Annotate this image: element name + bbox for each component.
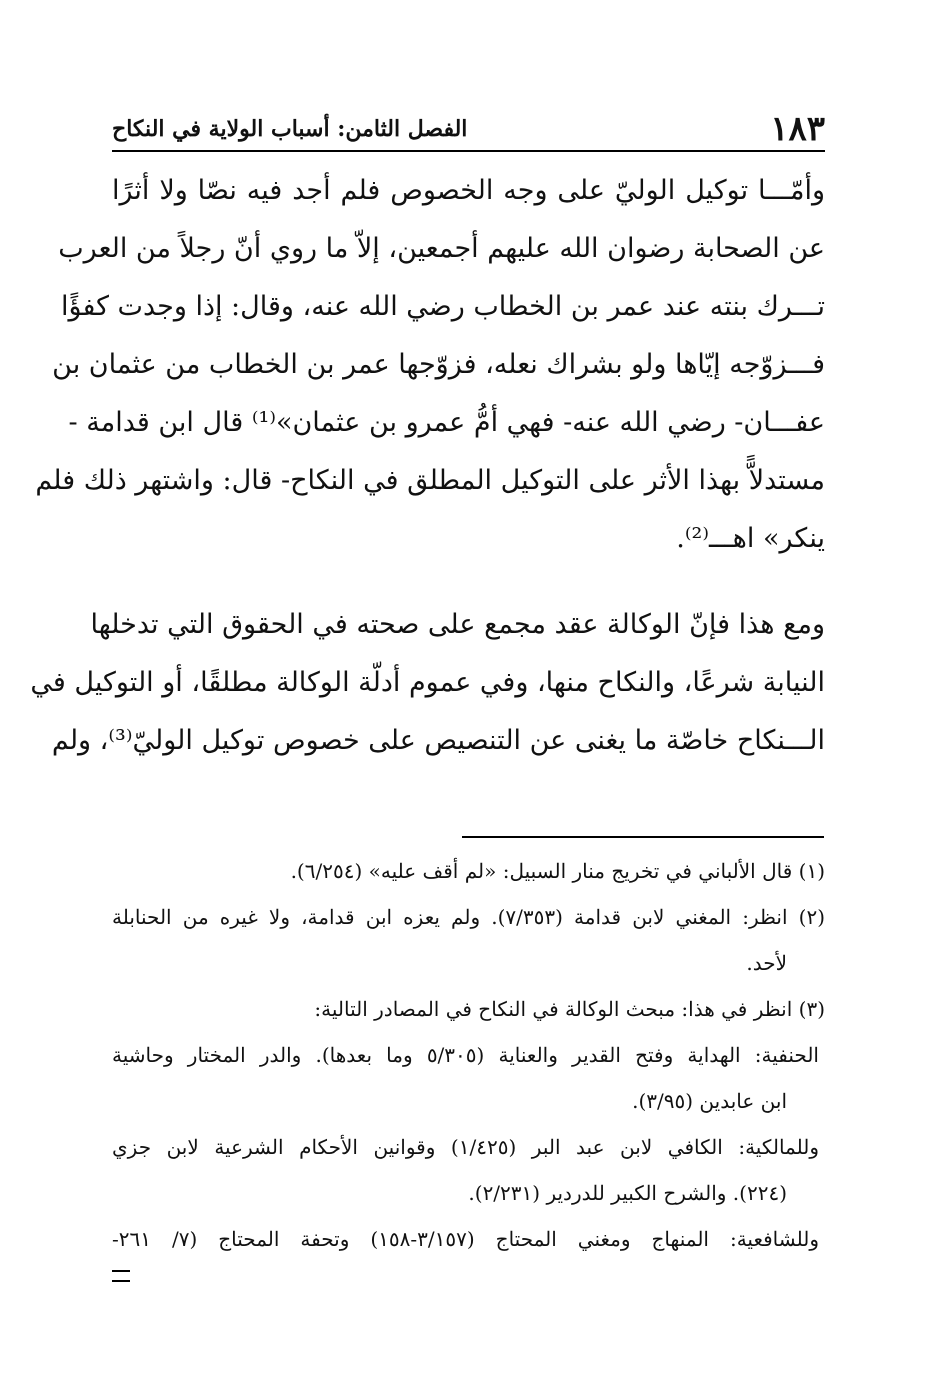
footnote-line: ابن عابدين (٣/٩٥). — [632, 1089, 787, 1113]
body-line: ينكر» اهـــ⁽²⁾. — [676, 523, 825, 554]
page-number: ١٨٣ — [770, 109, 825, 149]
body-line: مستدلاًّ بهذا الأثر على التوكيل المطلق في النكاح- قال: واشتهر ذلك فلم — [35, 465, 825, 496]
body-line: عفـــان- رضي الله عنه- فهي أمُّ عمرو بن عثمان»⁽¹⁾ قال ابن قدامة - — [68, 407, 825, 438]
body-line: تـــرك بنته عند عمر بن الخطاب رضي الله عنه، وقال: إذا وجدت كفؤًا — [61, 291, 825, 322]
body-line: فـــزوّجه إيّاها ولو بشراك نعله، فزوّجها عمر بن الخطاب من عثمان بن — [52, 349, 825, 380]
page-header — [112, 110, 825, 148]
footnote-line: (٣) انظر في هذا: مبحث الوكالة في النكاح في المصادر التالية: — [314, 997, 825, 1021]
body-text — [30, 162, 825, 770]
footnote-line: (٢٢٤). والشرح الكبير للدردير (٢/٢٣١). — [468, 1181, 787, 1205]
footnote-line: (١) قال الألباني في تخريج منار السبيل: «لم أقف عليه» (٦/٢٥٤). — [290, 859, 825, 883]
footnote-line: وللمالكية: الكافي لابن عبد البر (١/٤٢٥) وقوانين الأحكام الشرعية لابن جزي — [112, 1135, 819, 1159]
footnote-rule — [462, 836, 824, 838]
running-title: الفصل الثامن: أسباب الولاية في النكاح — [112, 116, 468, 142]
continuation-mark — [112, 1270, 130, 1282]
body-line: عن الصحابة رضوان الله عليهم أجمعين، إلاّ ما روي أنّ رجلاً من العرب — [58, 233, 825, 264]
footnote-line: الحنفية: الهداية وفتح القدير والعناية (٥/٣٠٥ وما بعدها). والدر المختار وحاشية — [112, 1043, 819, 1067]
footnote-line: لأحد. — [746, 951, 787, 975]
header-rule — [112, 150, 825, 152]
body-line: ومع هذا فإنّ الوكالة عقد مجمع على صحته في الحقوق التي تدخلها — [90, 609, 825, 640]
footnotes — [112, 848, 825, 1262]
footnote-line: (٢) انظر: المغني لابن قدامة (٧/٣٥٣). ولم يعزه ابن قدامة، ولا غيره من الحنابلة — [112, 905, 825, 929]
footnote-line: وللشافعية: المنهاج ومغني المحتاج (٣/١٥٧-١٥٨) وتحفة المحتاج (٧/ ٢٦١- — [112, 1227, 819, 1251]
paragraph-gap — [112, 568, 825, 596]
body-line: وأمّـــا توكيل الوليّ على وجه الخصوص فلم أجد فيه نصّا ولا أثرًا — [112, 175, 825, 206]
body-line: النيابة شرعًا، والنكاح منها، وفي عموم أدلّة الوكالة مطلقًا، أو التوكيل في — [30, 667, 825, 698]
body-line: الـــنكاح خاصّة ما يغنى عن التنصيص على خصوص توكيل الوليّ⁽³⁾، ولم — [51, 725, 825, 756]
